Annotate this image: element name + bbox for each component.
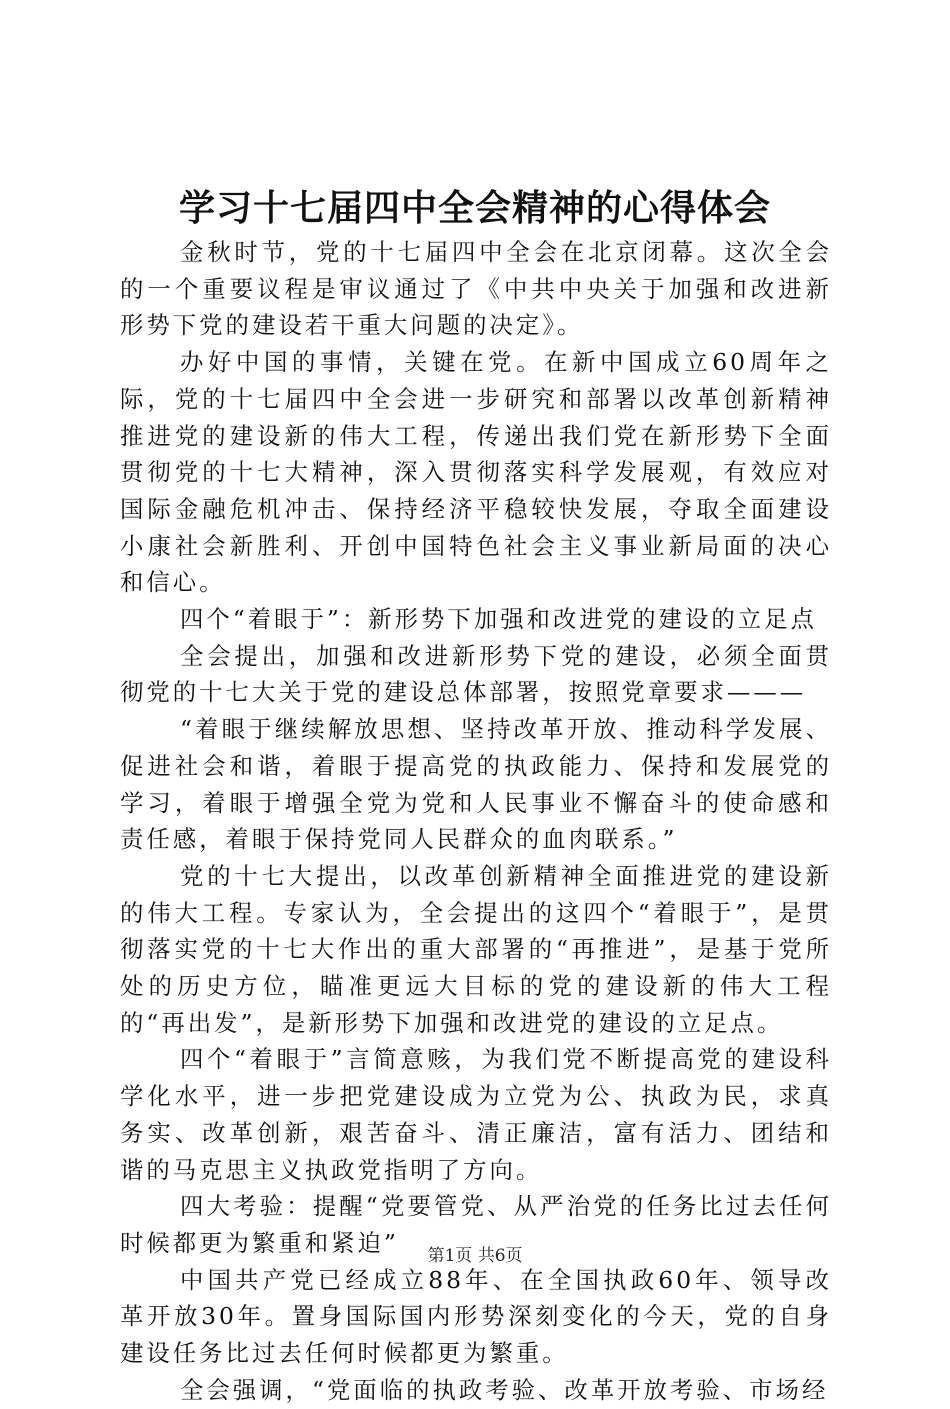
paragraph-2: 办好中国的事情，关键在党。在新中国成立60周年之际，党的十七届四中全会进一步研究和部署以改革创新精神推进党的建设新的伟大工程，传递出我们党在新形势下全面贯彻党的十七大精神，深入贯彻落实科学发展观，有效应对国际金融危机冲击、保持经济平稳较快发展，夺取全面建设小康社会新胜利、开创中国特色社会主义事业新局面的决心和信心。 [120,348,832,597]
paragraph-6: 中国共产党已经成立88年、在全国执政60年、领导改革开放30年。置身国际国内形势深刻变化的今天，党的自身建设任务比过去任何时候都更为繁重。 [120,1265,832,1368]
section-heading-1: 四个“着眼于”：新形势下加强和改进党的建设的立足点 [180,605,817,634]
paragraph-3: 全会提出，加强和改进新形势下党的建设，必须全面贯彻党的十七大关于党的建设总体部署，按照党章要求——— [120,641,832,707]
paragraph-5: 四个“着眼于”言简意赅，为我们党不断提高党的建设科学化水平，进一步把党建设成为立党为公、执政为民，求真务实、改革创新，艰苦奋斗、清正廉洁，富有活力、团结和谐的马克思主义执政党指明了方向。 [120,1045,832,1184]
section-heading-2: 四大考验：提醒“党要管党、从严治党的任务比过去任何时候都更为繁重和紧迫” [120,1192,832,1257]
paragraph-1: 金秋时节，党的十七届四中全会在北京闭幕。这次全会的一个重要议程是审议通过了《中共中央关于加强和改进新形势下党的建设若干重大问题的决定》。 [120,238,832,340]
page-footer: 第1页 共6页 [427,1246,523,1266]
quote-paragraph: “着眼于继续解放思想、坚持改革开放、推动科学发展、促进社会和谐，着眼于提高党的执政能力、保持和发展党的学习，着眼于增强全党为党和人民事业不懈奋斗的使命感和责任感，着眼于保持党同人民群众的血肉联系。” [120,715,832,854]
document-body [120,234,832,1409]
paragraph-4: 党的十七大提出，以改革创新精神全面推进党的建设新的伟大工程。专家认为，全会提出的这四个“着眼于”，是贯彻落实党的十七大作出的重大部署的“再推进”，是基于党所处的历史方位，瞄准更远大目标的党的建设新的伟大工程的“再出发”，是新形势下加强和改进党的建设的立足点。 [120,861,832,1037]
paragraph-7: 全会强调，“党面临的执政考验、改革开放考验、市场经 [180,1375,829,1404]
document-title: 学习十七届四中全会精神的心得体会 [178,188,771,229]
